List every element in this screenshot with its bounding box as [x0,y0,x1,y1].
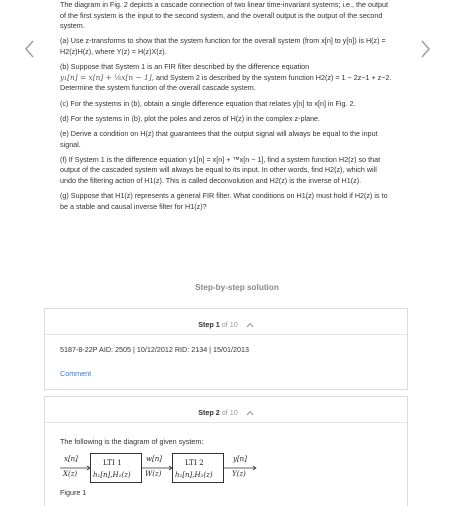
collapse-step-button[interactable] [246,322,254,328]
step-label: Step [198,408,214,417]
collapse-step-button[interactable] [246,410,254,416]
lti-1-subtitle: h₁[n],H₁(z) [93,471,131,479]
next-problem-button[interactable] [416,38,434,60]
intermediate-transform-label: W(z) [145,470,162,478]
problem-part-b-equation: y₁[n] = x[n] + ⅙x[n − 1], [60,72,154,82]
solution-heading: Step-by-step solution [195,283,279,292]
output-signal-label: y[n] [233,455,247,463]
output-transform-label: Y(z) [232,470,246,478]
step-label: Step [198,320,214,329]
step-content: The following is the diagram of given system: [60,437,204,446]
lti-2-subtitle: h₂[n],H₂(z) [175,471,213,479]
intermediate-signal-label: w[n] [146,455,162,463]
figure-caption: Figure 1 [60,488,87,497]
step-of-total: of 10 [221,320,238,329]
lti-2-title: LTI 2 [185,458,204,467]
step-number: 2 [215,408,220,417]
step-card [44,308,408,390]
problem-part-a: (a) Use z-transforms to show that the system function for the overall system (from x[n] to y[n]) is H(z) = H2(z)H(z), where Y(z) = H(z)X(z). [60,36,386,56]
chevron-up-icon [246,410,254,416]
step-content: 5187-8-22P AID: 2505 | 10/12/2012 RID: 2134 | 15/01/2013 [60,345,250,354]
comment-link[interactable]: Comment [60,369,92,378]
input-signal-label: x[n] [64,455,78,463]
input-transform-label: X(z) [63,470,78,478]
lti-1-title: LTI 1 [103,458,122,467]
chevron-left-icon [24,40,35,58]
problem-part-e: (e) Derive a condition on H(z) that guarantees that the output signal will always be equal to the input signal. [60,128,378,149]
problem-statement [60,0,392,217]
step-card [44,396,408,506]
problem-part-b-text-2: and System 2 is described by the system function H2(z) = 1 − 2z−1 + z−2. Determine the system function of the overall cascade system. [60,72,392,93]
problem-part-b [60,62,392,94]
problem-intro: The diagram in Fig. 2 depicts a cascade connection of two linear time-invariant systems; i.e., the output of the first system is the input to the second system, and the overall output is the output of the second system. [60,0,388,31]
problem-part-c: (c) For the systems in (b), obtain a single difference equation that relates y[n] to x[n] in Fig. 2. [60,98,356,108]
problem-part-f: (f) If System 1 is the difference equation y1[n] = x[n] + ™x[n − 1], find a system function H2(z) so that output of the cascaded system will always be equal to its input. In other words, find H2(z), which will undo the filtering action of H1(z). This is called deconvolution and H2(z) is the inverse of H1(z). [60,154,381,185]
problem-part-g: (g) Suppose that H1(z) represents a general FIR filter. What conditions on H1(z) must hold if H2(z) is to be a stable and causal inverse filter for H1(z)? [60,191,388,211]
step-divider [45,334,407,335]
step-header[interactable] [45,320,407,329]
step-number: 1 [215,320,220,329]
previous-problem-button[interactable] [20,38,38,60]
chevron-up-icon [246,322,254,328]
step-header[interactable] [45,408,407,417]
problem-part-d: (d) For the systems in (b), plot the poles and zeros of H(z) in the complex z-plane. [60,113,321,123]
step-of-total: of 10 [221,408,238,417]
chevron-right-icon [420,40,431,58]
problem-part-b-text-1: (b) Suppose that System 1 is an FIR filter described by the difference equation [60,62,310,72]
step-divider [45,422,407,423]
cascade-system-diagram [60,453,260,485]
